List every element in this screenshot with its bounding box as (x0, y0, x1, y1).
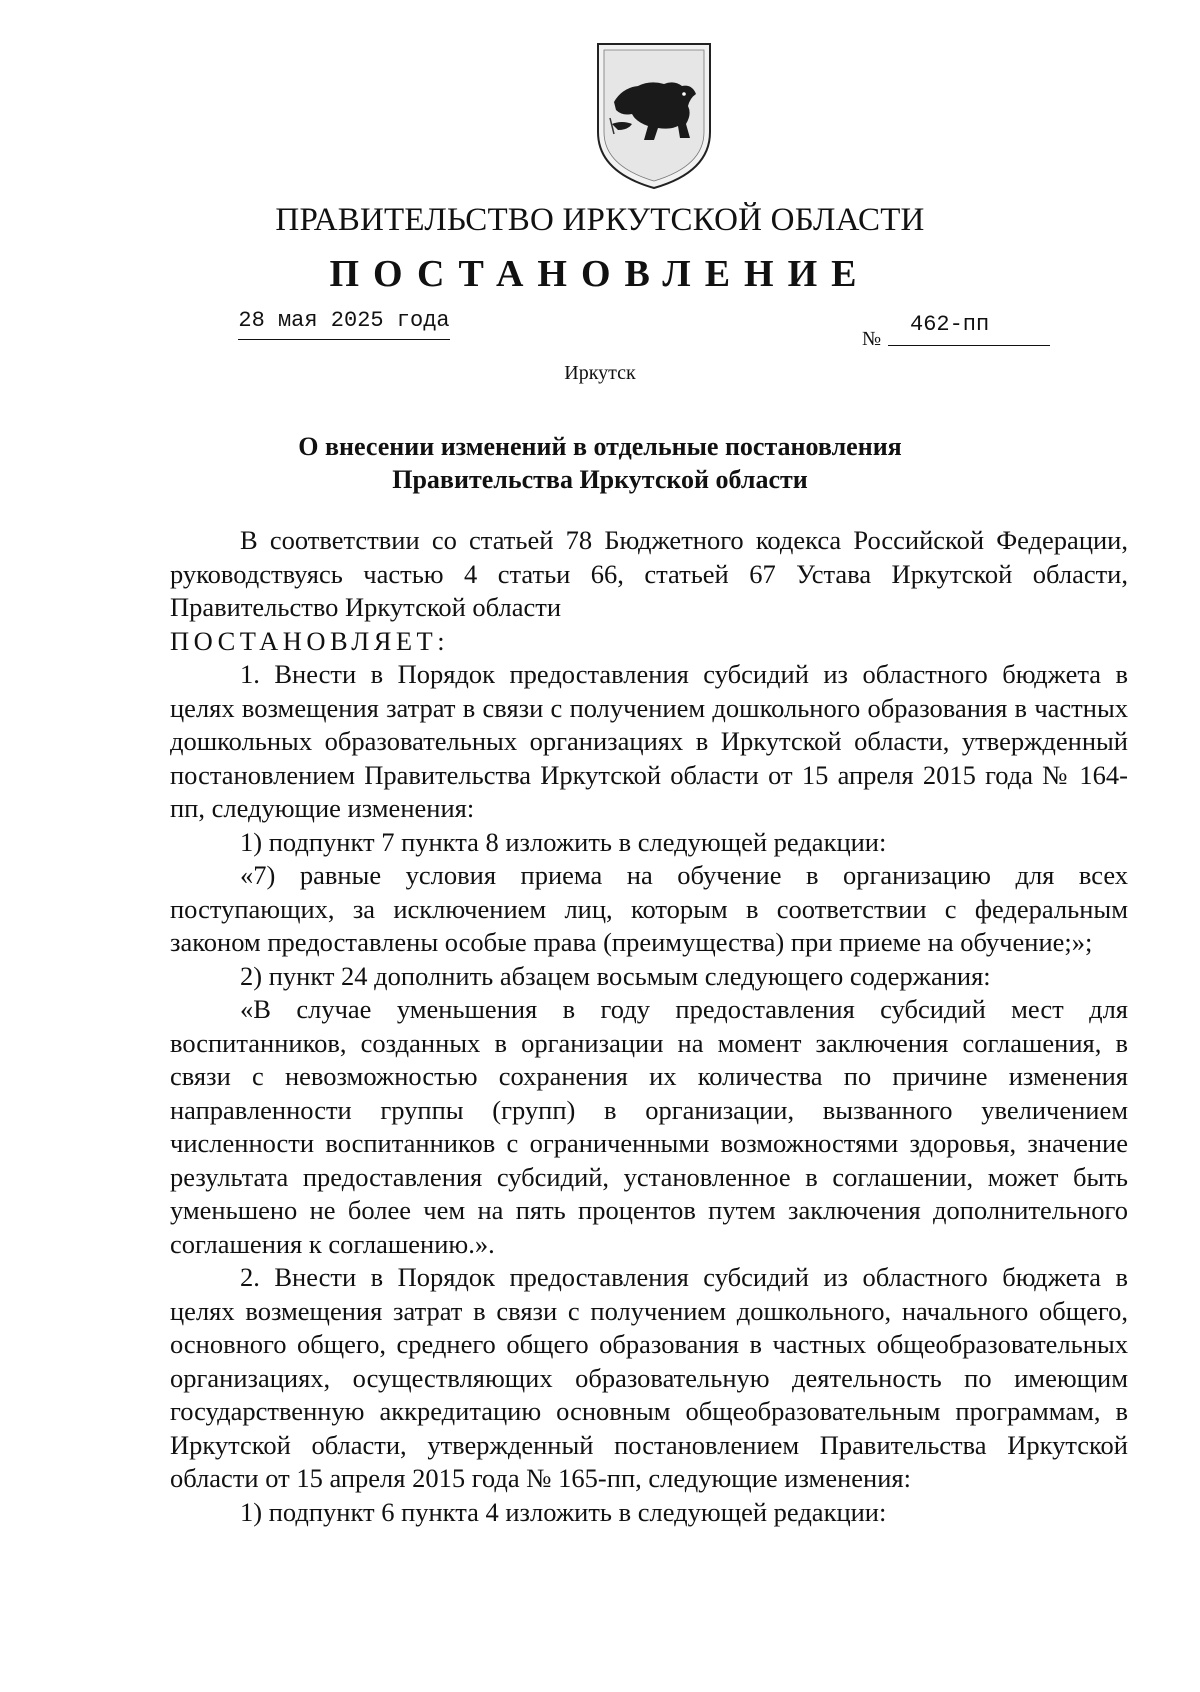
number-sign: № (862, 328, 882, 350)
document-body (170, 524, 1128, 1529)
organization-name: ПРАВИТЕЛЬСТВО ИРКУТСКОЙ ОБЛАСТИ (275, 202, 925, 238)
subparagraph-2-1: 1) подпункт 6 пункта 4 изложить в следующей редакции: (240, 1496, 887, 1527)
decree-word: ПОСТАНОВЛЯЕТ: (170, 625, 450, 656)
preamble-paragraph: В соответствии со статьей 78 Бюджетного кодекса Российской Федерации, руководствуясь частью 4 статьи 66, статьей 67 Устава Иркутской области, Правительство Иркутской области (170, 525, 1128, 622)
document-type: ПОСТАНОВЛЕНИЕ (329, 253, 871, 295)
title-line-2: Правительства Иркутской области (392, 465, 808, 494)
subparagraph-1-1-text: «7) равные условия приема на обучение в организацию для всех поступающих, за исключением лиц, которым в соответствии с федеральным законом предоставлены особые права (преимущества) при приеме на обучение;»; (170, 860, 1128, 957)
document-date: 28 мая 2025 года (238, 308, 450, 340)
subparagraph-1-1: 1) подпункт 7 пункта 8 изложить в следующей редакции: (240, 826, 887, 857)
paragraph-1: 1. Внести в Порядок предоставления субсидий из областного бюджета в целях возмещения затрат в связи с получением дошкольного образования в частных дошкольных образовательных организациях в Иркутской области, утвержденный постановлением Правительства Иркутской области от 15 апреля 2015 года № 164-пп, следующие изменения: (170, 659, 1128, 823)
city: Иркутск (564, 362, 636, 384)
coat-of-arms-icon (592, 40, 716, 192)
document-title (0, 430, 1200, 496)
subparagraph-1-2-text: «В случае уменьшения в году предоставления субсидий мест для воспитанников, созданных в организации на момент заключения соглашения, в связи с невозможностью сохранения их количества по причине изменения направленности группы (групп) в организации, вызванного увеличением численности воспитанников с ограниченными возможностями здоровья, значение результата предоставления субсидий, установленное в соглашении, может быть уменьшено не более чем на пять процентов путем заключения дополнительного соглашения к соглашению.». (170, 994, 1128, 1259)
document-number: 462-пп (888, 308, 1050, 346)
subparagraph-1-2: 2) пункт 24 дополнить абзацем восьмым следующего содержания: (240, 960, 991, 991)
paragraph-2: 2. Внести в Порядок предоставления субсидий из областного бюджета в целях возмещения затрат в связи с получением дошкольного, начального общего, основного общего, среднего общего образования в частных общеобразовательных организациях, осуществляющих образовательную деятельность по имеющим государственную аккредитацию основным общеобразовательным программам, в Иркутской области, утвержденный постановлением Правительства Иркутской области от 15 апреля 2015 года № 165-пп, следующие изменения: (170, 1262, 1128, 1493)
title-line-1: О внесении изменений в отдельные постановления (298, 432, 902, 461)
